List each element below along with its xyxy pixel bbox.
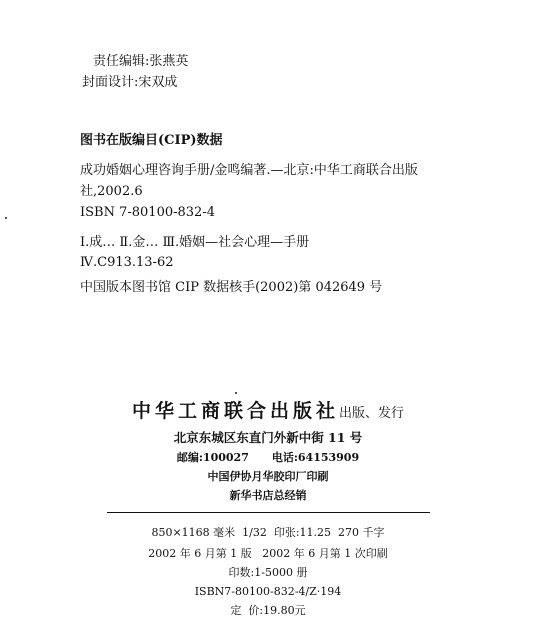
publisher-contact: 邮编:100027 电话:64153909 — [176, 451, 360, 464]
cip-verification: 中国版本图书馆 CIP 数据核手(2002)第 042649 号 — [80, 280, 383, 295]
publisher-name: 中华工商联合出版社 — [131, 400, 339, 422]
cip-heading: 图书在版编目(CIP)数据 — [80, 133, 223, 148]
scan-speck — [235, 392, 237, 394]
cip-entry-line-2: 社,2002.6 — [80, 184, 143, 199]
edition-info: 2002 年 6 月第 1 版 2002 年 6 月第 1 次印刷 — [148, 547, 388, 560]
editor-credit: 责任编辑:张燕英 — [93, 54, 189, 69]
cip-classification: Ⅳ.C913.13-62 — [80, 255, 174, 270]
printer: 中国伊协月华胶印厂印刷 — [207, 470, 329, 483]
full-isbn: ISBN7-80100-832-4/Z·194 — [194, 585, 342, 598]
print-run: 印数:1-5000 册 — [228, 566, 308, 579]
cip-isbn: ISBN 7-80100-832-4 — [80, 205, 215, 220]
publisher-line — [0, 402, 536, 421]
price: 定 价:19.80元 — [230, 604, 306, 617]
divider-rule — [107, 512, 430, 513]
cover-design-credit: 封面设计:宋双成 — [82, 75, 178, 90]
cip-entry-line-1: 成功婚姻心理咨询手册/金鸣编著.—北京:中华工商联合出版 — [80, 163, 418, 178]
publisher-suffix: 出版、发行 — [339, 406, 405, 421]
distributor: 新华书店总经销 — [229, 489, 307, 502]
format-specs: 850×1168 毫米 1/32 印张:11.25 270 千字 — [151, 526, 385, 539]
cip-subjects: Ⅰ.成… Ⅱ.金… Ⅲ.婚姻—社会心理—手册 — [80, 235, 310, 250]
scan-speck — [5, 217, 7, 219]
publisher-address: 北京东城区东直门外新中街 11 号 — [173, 430, 363, 445]
